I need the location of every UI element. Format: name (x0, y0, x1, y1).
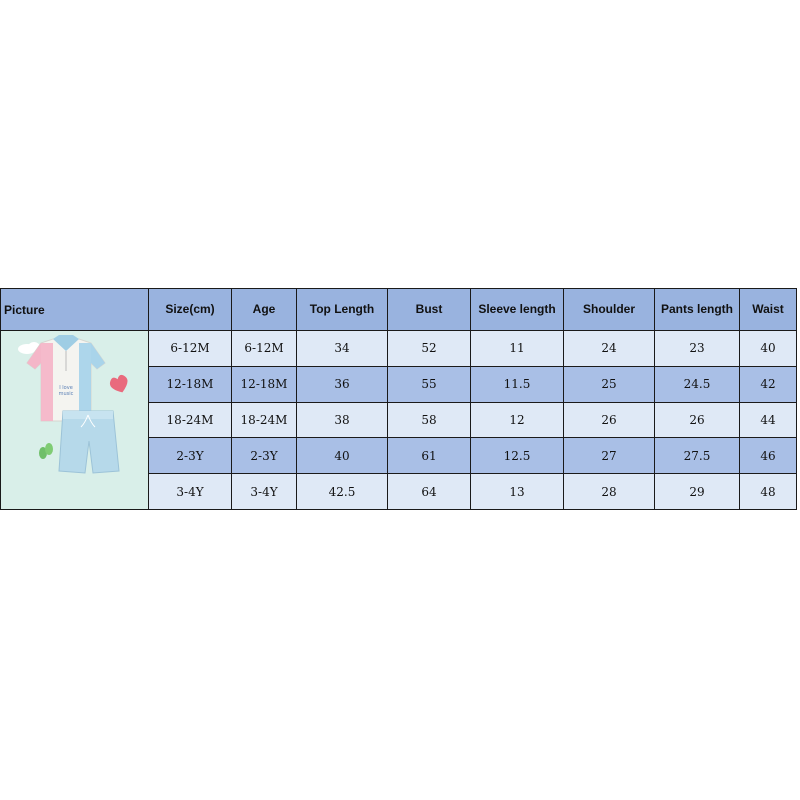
picture-column (1, 289, 149, 509)
cell-age: 6-12M (232, 331, 297, 366)
cell-age: 3-4Y (232, 474, 297, 509)
table-row (149, 367, 796, 403)
header-row (149, 289, 796, 331)
cell-waist: 42 (760, 377, 776, 392)
cell-top-length: 42.5 (297, 474, 388, 509)
header-bust: Bust (388, 289, 471, 330)
cell-shoulder: 24 (564, 331, 655, 366)
header-waist: Waist (752, 302, 784, 317)
cell-age: 18-24M (232, 403, 297, 438)
cell-age: 2-3Y (232, 438, 297, 473)
header-size: Size(cm) (149, 289, 232, 330)
cell-shoulder: 27 (564, 438, 655, 473)
outfit-illustration (1, 331, 147, 509)
cell-size: 3-4Y (149, 474, 232, 509)
table-row (149, 474, 796, 509)
cell-pants-length: 24.5 (655, 367, 740, 402)
cell-top-length: 40 (297, 438, 388, 473)
cell-top-length: 34 (297, 331, 388, 366)
cell-size: 12-18M (149, 367, 232, 402)
header-sleeve-length: Sleeve length (471, 289, 564, 330)
cell-waist: 48 (760, 484, 776, 499)
svg-text:music: music (58, 391, 74, 397)
cell-shoulder: 28 (564, 474, 655, 509)
header-pants-length: Pants length (655, 289, 740, 330)
cell-bust: 64 (388, 474, 471, 509)
table-row (149, 331, 796, 367)
table-row (149, 438, 796, 474)
cell-pants-length: 23 (655, 331, 740, 366)
header-shoulder: Shoulder (564, 289, 655, 330)
header-top-length: Top Length (297, 289, 388, 330)
cell-sleeve-length: 13 (471, 474, 564, 509)
cell-bust: 61 (388, 438, 471, 473)
cell-shoulder: 25 (564, 367, 655, 402)
cell-pants-length: 27.5 (655, 438, 740, 473)
cell-size: 18-24M (149, 403, 232, 438)
size-chart-table (0, 288, 797, 510)
cell-shoulder: 26 (564, 403, 655, 438)
cell-bust: 58 (388, 403, 471, 438)
cell-bust: 55 (388, 367, 471, 402)
cell-waist: 46 (760, 448, 776, 463)
cell-sleeve-length: 11 (471, 331, 564, 366)
cell-age: 12-18M (232, 367, 297, 402)
cell-size: 2-3Y (149, 438, 232, 473)
measurement-columns (149, 289, 796, 509)
cell-top-length: 38 (297, 403, 388, 438)
svg-text:I love: I love (59, 385, 73, 391)
cell-pants-length: 26 (655, 403, 740, 438)
header-picture: Picture (1, 289, 148, 331)
cell-top-length: 36 (297, 367, 388, 402)
table-row (149, 403, 796, 439)
cell-waist: 44 (760, 412, 776, 427)
cell-sleeve-length: 11.5 (471, 367, 564, 402)
cell-sleeve-length: 12 (471, 403, 564, 438)
product-picture (1, 331, 148, 509)
cell-sleeve-length: 12.5 (471, 438, 564, 473)
header-age: Age (232, 289, 297, 330)
cell-waist: 40 (760, 341, 776, 356)
cell-bust: 52 (388, 331, 471, 366)
cell-size: 6-12M (149, 331, 232, 366)
cell-pants-length: 29 (655, 474, 740, 509)
